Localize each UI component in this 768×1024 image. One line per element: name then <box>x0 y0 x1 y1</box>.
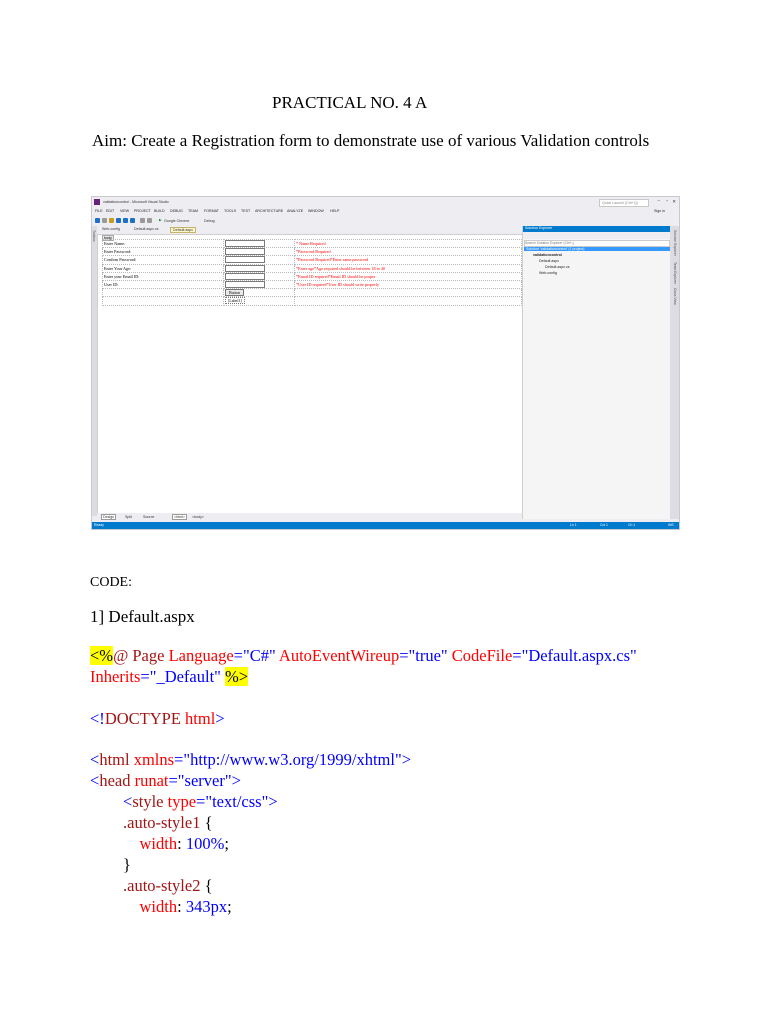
code-token: type <box>167 792 197 811</box>
form-label: User ID: <box>103 280 224 288</box>
code-token: style <box>132 792 168 811</box>
result-label: [Label1] <box>225 297 245 304</box>
status-line: Ln 1 <box>570 523 577 527</box>
status-bar <box>92 522 679 529</box>
code-line <box>90 876 213 896</box>
tab-web-config[interactable]: Web.config <box>102 227 120 231</box>
code-line <box>90 750 411 770</box>
status-insert-mode: INS <box>668 523 674 527</box>
default-aspx-node[interactable]: Default.aspx <box>539 259 559 263</box>
code-token: : <box>177 897 186 916</box>
project-node[interactable]: validationcontrol <box>533 253 562 257</box>
redo-icon[interactable] <box>147 218 152 223</box>
code-token: ="Default.aspx.cs" <box>512 646 637 665</box>
code-line <box>90 667 248 687</box>
code-token: Language <box>168 646 234 665</box>
submit-button[interactable]: Button <box>225 289 244 296</box>
form-label: Confirm Password: <box>103 256 224 264</box>
status-char: Ch 1 <box>628 523 636 527</box>
code-heading: CODE: <box>90 575 132 590</box>
form-field-cell <box>224 280 295 288</box>
form-field-cell <box>224 289 295 297</box>
sign-in-link[interactable]: Sign in <box>654 209 665 213</box>
toolbox-label: Toolbox <box>92 230 96 242</box>
forward-icon[interactable] <box>102 218 107 223</box>
close-window-icon[interactable]: ✕ <box>672 199 676 204</box>
email-textbox[interactable] <box>225 273 265 280</box>
form-row-submit <box>103 289 522 297</box>
design-surface <box>97 234 524 514</box>
code-token: ; <box>227 897 232 916</box>
code-token: ="http://www.w3.org/1999/xhtml"> <box>174 750 412 769</box>
code-line <box>90 897 232 917</box>
vs-menu-bar <box>92 207 679 216</box>
form-empty-cell <box>295 297 522 305</box>
form-row-age <box>103 264 522 272</box>
form-row-email <box>103 272 522 280</box>
file-heading: 1] Default.aspx <box>90 607 195 626</box>
code-token: html <box>185 709 216 728</box>
code-token: @ Page <box>113 646 169 665</box>
code-token: xmlns <box>133 750 175 769</box>
menu-tools[interactable]: TOOLS <box>224 209 237 213</box>
form-row-result <box>103 297 522 305</box>
form-empty-cell <box>103 297 224 305</box>
menu-architecture[interactable]: ARCHITECTURE <box>255 209 284 213</box>
form-label: Enter your Email ID: <box>103 272 224 280</box>
code-token: %> <box>225 667 249 686</box>
menu-test[interactable]: TEST <box>241 209 251 213</box>
form-error: *Email ID required*Email ID should be proper <box>295 272 522 280</box>
code-token: <! <box>90 709 105 728</box>
minimize-window-icon[interactable]: – <box>657 198 660 203</box>
code-token: DOCTYPE <box>104 709 186 728</box>
visual-studio-screenshot <box>91 196 680 530</box>
menu-team[interactable]: TEAM <box>188 209 198 213</box>
form-field-cell <box>224 248 295 256</box>
default-aspx-cs-node[interactable]: Default.aspx.cs <box>545 265 570 269</box>
form-field-cell <box>224 272 295 280</box>
menu-build[interactable]: BUILD <box>154 209 165 213</box>
menu-window[interactable]: WINDOW <box>308 209 324 213</box>
web-config-node[interactable]: Web.config <box>539 271 557 275</box>
form-error: *User ID required*User ID should write properly <box>295 280 522 288</box>
form-error: *Password Required*Enter same password <box>295 256 522 264</box>
form-error: * Name Required <box>295 240 522 248</box>
form-label: Enter Name: <box>103 240 224 248</box>
tab-default-aspx[interactable]: Default.aspx <box>170 227 196 233</box>
solution-explorer-search-input[interactable] <box>524 240 670 247</box>
breadcrumb-body[interactable]: <body> <box>192 515 204 519</box>
code-token: < <box>90 792 133 811</box>
form-field-cell <box>224 256 295 264</box>
code-token: ="_Default" <box>140 667 226 686</box>
tab-split[interactable]: Split <box>125 515 132 519</box>
code-token: { <box>204 813 213 832</box>
code-token: } <box>90 855 131 874</box>
aim-statement: Aim: Create a Registration form to demonstrate use of various Validation controls <box>92 131 650 150</box>
status-ready: Ready <box>94 523 104 527</box>
visual-studio-logo-icon <box>94 199 100 205</box>
vs-window-title: validationcontrol - Microsoft Visual Studio <box>103 200 169 204</box>
code-token: .auto-style2 <box>90 876 205 895</box>
solution-explorer-toolbar <box>523 232 671 239</box>
new-project-icon[interactable] <box>109 218 114 223</box>
code-token: < <box>90 750 100 769</box>
breadcrumb-html[interactable]: <html> <box>174 515 185 519</box>
class-view-side-tab[interactable]: Class View <box>673 288 677 305</box>
registration-form-table <box>102 239 522 306</box>
code-line <box>90 771 241 791</box>
menu-format[interactable]: FORMAT <box>204 209 219 213</box>
tab-source[interactable]: Source <box>143 515 155 519</box>
undo-icon[interactable] <box>140 218 145 223</box>
practical-title: PRACTICAL NO. 4 A <box>272 93 428 112</box>
code-token: <% <box>90 646 114 665</box>
form-row-name <box>103 240 522 248</box>
run-icon[interactable]: ▶ <box>159 218 162 222</box>
code-line <box>90 709 225 729</box>
solution-node[interactable]: Solution 'validationcontrol' (1 project) <box>524 247 670 251</box>
tab-default-aspx-cs[interactable]: Default.aspx.cs <box>134 227 159 231</box>
code-token: width <box>90 897 178 916</box>
form-label: Enter Your Age: <box>103 264 224 272</box>
team-explorer-side-tab[interactable]: Team Explorer <box>673 262 677 284</box>
code-token: 343px <box>185 897 228 916</box>
code-token: CodeFile <box>451 646 513 665</box>
code-token: : <box>177 834 186 853</box>
form-empty-cell <box>103 289 224 297</box>
solution-explorer-side-tab[interactable]: Solution Explorer <box>673 230 677 256</box>
form-row-userid <box>103 280 522 288</box>
right-side-strip <box>670 226 679 519</box>
code-token: ="server"> <box>168 771 241 790</box>
name-textbox[interactable] <box>225 240 265 247</box>
maximize-window-icon[interactable]: ▫ <box>666 198 668 203</box>
menu-file[interactable]: FILE <box>95 209 103 213</box>
vs-title-bar <box>92 197 679 207</box>
code-line <box>90 646 637 666</box>
open-file-icon[interactable] <box>116 218 121 223</box>
save-icon[interactable] <box>123 218 128 223</box>
code-token: { <box>204 876 213 895</box>
userid-textbox[interactable] <box>225 281 265 288</box>
code-token: ; <box>224 834 229 853</box>
code-token: < <box>90 771 100 790</box>
form-field-cell <box>224 297 295 305</box>
quick-launch-input[interactable] <box>599 199 649 207</box>
vs-toolbar <box>92 216 679 226</box>
form-label: Enter Password: <box>103 248 224 256</box>
code-token: html <box>99 750 134 769</box>
code-line <box>90 792 278 812</box>
code-line <box>90 855 131 875</box>
code-token: width <box>90 834 178 853</box>
form-error: *Enter age*Age required should be between 18 to 40 <box>295 264 522 272</box>
form-error: *Password Required <box>295 248 522 256</box>
view-mode-tabs <box>97 513 522 520</box>
form-row-password <box>103 248 522 256</box>
body-tag-marker: body <box>104 236 112 240</box>
solution-explorer-title: Solution Explorer <box>525 226 553 230</box>
code-token: runat <box>134 771 169 790</box>
code-line <box>90 813 213 833</box>
tab-design[interactable]: Design <box>103 515 115 519</box>
save-all-icon[interactable] <box>130 218 135 223</box>
code-token: 100% <box>185 834 225 853</box>
menu-view[interactable]: VIEW <box>120 209 130 213</box>
browser-dropdown[interactable]: Google Chrome <box>164 219 190 223</box>
form-row-confirm-password <box>103 256 522 264</box>
code-token: AutoEventWireup <box>278 646 400 665</box>
confirm-password-textbox[interactable] <box>225 256 265 263</box>
solution-explorer-panel <box>522 226 671 519</box>
form-field-cell <box>224 264 295 272</box>
code-line <box>90 834 229 854</box>
form-field-cell <box>224 240 295 248</box>
code-token: ="text/css"> <box>196 792 278 811</box>
back-icon[interactable] <box>95 218 100 223</box>
menu-help[interactable]: HELP <box>330 209 340 213</box>
menu-analyze[interactable]: ANALYZE <box>287 209 304 213</box>
age-textbox[interactable] <box>225 265 265 272</box>
quick-launch-placeholder: Quick Launch (Ctrl+Q) <box>602 201 638 205</box>
menu-project[interactable]: PROJECT <box>134 209 151 213</box>
code-token: ="C#" <box>233 646 279 665</box>
configuration-dropdown[interactable]: Debug <box>204 219 215 223</box>
code-token: > <box>215 709 225 728</box>
menu-edit[interactable]: EDIT <box>106 209 115 213</box>
password-textbox[interactable] <box>225 248 265 255</box>
code-token: .auto-style1 <box>90 813 205 832</box>
form-empty-cell <box>295 289 522 297</box>
solution-search-placeholder: Search Solution Explorer (Ctrl+;) <box>525 241 574 245</box>
code-token: ="true" <box>399 646 452 665</box>
code-token: Inherits <box>90 667 141 686</box>
menu-debug[interactable]: DEBUG <box>170 209 183 213</box>
code-token: head <box>99 771 135 790</box>
status-column: Col 1 <box>600 523 608 527</box>
